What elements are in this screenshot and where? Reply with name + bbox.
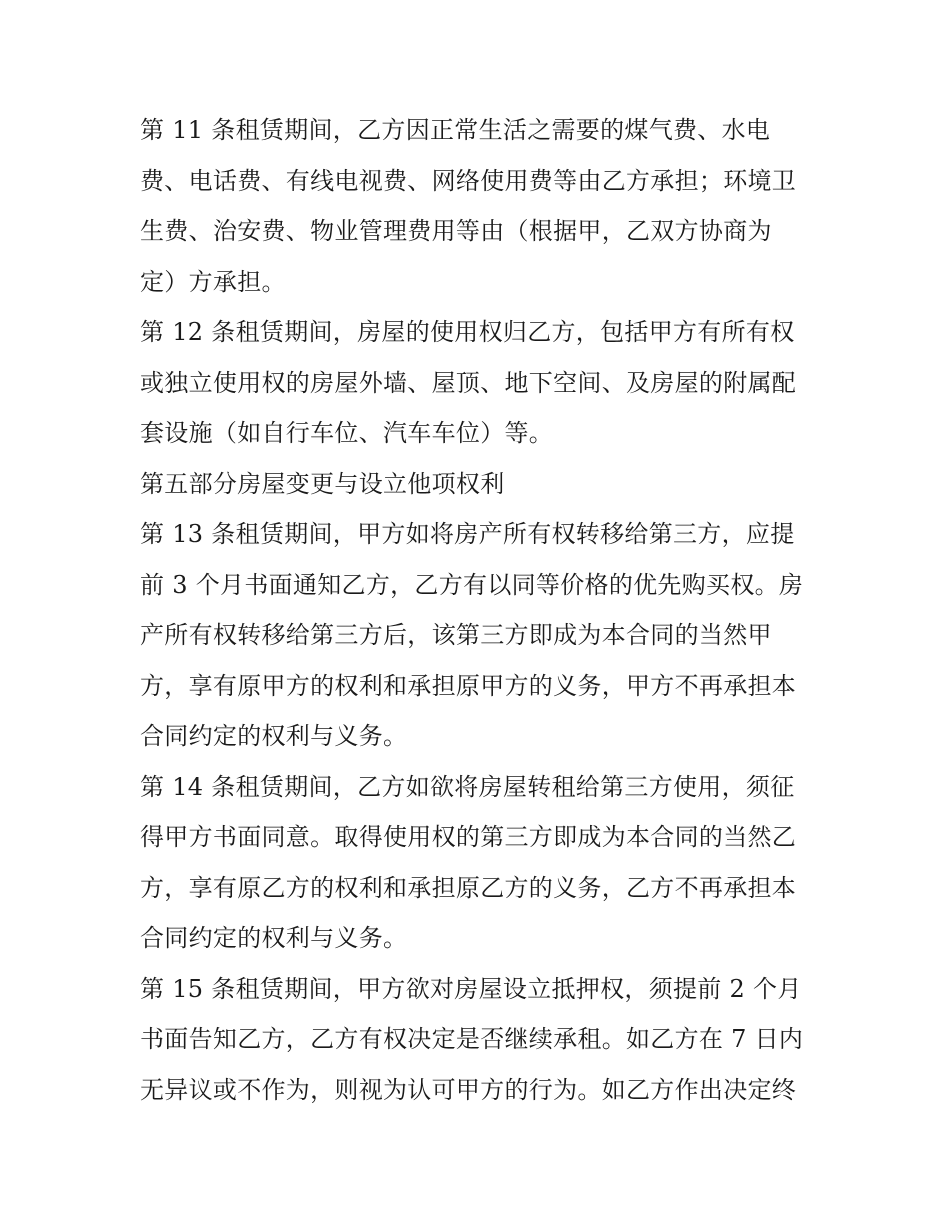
text-line: 套设施（如自行车位、汽车车位）等。 [140,419,554,447]
section-heading: 第五部分房屋变更与设立他项权利 [140,469,505,498]
text-line: 合同约定的权利与义务。 [140,924,408,952]
text-line: 第 14 条租赁期间，乙方如欲将房屋转租给第三方使用，须征 [140,772,795,801]
text-line: 前 3 个月书面通知乙方，乙方有以同等价格的优先购买权。房 [140,570,804,599]
text-line: 第 15 条租赁期间，甲方欲对房屋设立抵押权，须提前 2 个月 [140,974,802,1003]
text-line: 费、电话费、有线电视费、网络使用费等由乙方承担；环境卫 [140,166,797,195]
text-line: 无异议或不作为，则视为认可甲方的行为。如乙方作出决定终 [140,1075,797,1104]
text-line: 产所有权转移给第三方后，该第三方即成为本合同的当然甲 [140,621,772,649]
text-line: 合同约定的权利与义务。 [140,722,408,750]
text-line: 定）方承担。 [140,267,286,296]
text-line: 生费、治安费、物业管理费用等由（根据甲，乙双方协商为 [140,217,772,245]
document-body [140,105,820,1115]
text-line: 第 13 条租赁期间，甲方如将房产所有权转移给第三方，应提 [140,520,795,548]
text-line: 方，享有原乙方的权利和承担原乙方的义务，乙方不再承担本 [140,873,797,902]
text-line: 或独立使用权的房屋外墙、屋顶、地下空间、及房屋的附属配 [140,368,797,397]
text-line: 第 12 条租赁期间，房屋的使用权归乙方，包括甲方有所有权 [140,318,795,346]
text-line: 书面告知乙方，乙方有权决定是否继续承租。如乙方在 7 日内 [140,1025,804,1053]
text-line: 方，享有原甲方的权利和承担原甲方的义务，甲方不再承担本 [140,671,797,700]
text-line: 得甲方书面同意。取得使用权的第三方即成为本合同的当然乙 [140,823,797,851]
text-line: 第 11 条租赁期间，乙方因正常生活之需要的煤气费、水电 [140,116,771,144]
